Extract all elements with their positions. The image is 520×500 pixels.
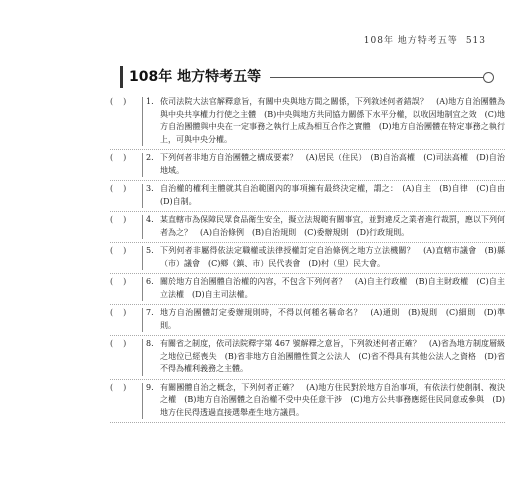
question-number: 3. [146, 184, 154, 193]
title-ring-ornament [483, 72, 494, 83]
question-item [110, 181, 513, 212]
answer-blank: () [110, 308, 137, 317]
section-title: 108年 地方特考五等 [120, 66, 261, 88]
question-item [110, 274, 505, 305]
question-number: 2. [146, 153, 154, 162]
question-item [110, 336, 505, 380]
section-title-banner [120, 66, 500, 88]
question-divider [142, 184, 143, 208]
question-text: 下列何者非屬得依法定職權或法律授權訂定自治條例之地方立法機關？ (A)直轄市議會 (B)縣（市）議會 (C)鄉（鎮、市）民代表會 (D)村（里）民大會。 [160, 246, 505, 268]
question-text: 某直轄市為保障民眾食品衛生安全，擬立法規範有關事宜，並對違反之業者進行裁罰，應以下列何者為之？ (A)自治條例 (B)自治規則 (C)委辦規則 (D)行政規則。 [160, 215, 505, 237]
answer-blank: () [110, 246, 137, 255]
question-number: 8. [146, 339, 154, 348]
answer-blank: () [110, 382, 137, 392]
question-number: 1. [146, 97, 154, 106]
question-divider [142, 308, 143, 332]
answer-blank: () [110, 339, 137, 348]
question-number: 5. [146, 246, 154, 255]
question-text: 依司法院大法官解釋意旨，有關中央與地方間之關係，下列敘述何者錯誤？ (A)地方自治團體為與中央共享權力行使之主體 (B)中央與地方共同協力關係下水平分權，以收因地制宜之效 (C)地方自治團體與中央在一定事務之執行上成為相互合作之實體 (D)地方自治團體在特定事務之執行上，可與中央分權。 [160, 97, 505, 144]
question-item [110, 94, 505, 150]
title-rule [270, 77, 484, 78]
question-item [110, 150, 505, 181]
answer-blank: () [110, 153, 137, 162]
answer-blank: () [110, 184, 137, 193]
question-text: 地方自治團體訂定委辦規則時，不得以何種名稱命名？ (A)通則 (B)規則 (C)細則 (D)準則。 [160, 308, 505, 330]
question-text: 關於地方自治團體自治權的內容，不包含下列何者？ (A)自主行政權 (B)自主財政權 (C)自主立法權 (D)自主司法權。 [160, 277, 505, 299]
header-title: 108年 地方特考五等 [363, 36, 458, 46]
answer-blank: () [110, 277, 137, 286]
question-divider [142, 339, 143, 376]
answer-blank: () [110, 97, 137, 106]
question-divider [142, 153, 143, 177]
question-number: 7. [146, 308, 154, 317]
question-text: 自治權的權利主體就其自治範圍內的事項擁有最終決定權，謂之： (A)自主 (B)自律 (C)自由 (D)自制。 [160, 184, 513, 206]
question-list [110, 94, 513, 423]
question-item [110, 305, 505, 336]
running-header [364, 33, 486, 46]
question-number: 6. [146, 277, 154, 286]
question-number: 4. [146, 215, 154, 224]
answer-blank: () [110, 215, 137, 224]
question-divider [142, 277, 143, 301]
question-text: 有關團體自治之概念，下列何者正確？ (A)地方住民對於地方自治事項，有依法行使創制、複決之權 (B)地方自治團體之自治權不受中央任意干涉 (C)地方公共事務應經住民同意或參與 (D)地方住民得透過直接選舉產生地方議員。 [160, 382, 505, 417]
question-text: 下列何者非地方自治團體之構成要素？ (A)居民（住民） (B)自治高權 (C)司法高權 (D)自治地域。 [160, 153, 505, 175]
question-divider [142, 97, 143, 146]
question-number: 9. [146, 382, 154, 392]
page-number: 513 [465, 36, 486, 46]
question-item [110, 243, 505, 274]
question-item [110, 380, 505, 424]
question-item [110, 212, 505, 243]
question-text: 有關省之制度，依司法院釋字第 467 號解釋之意旨，下列敘述何者正確？ (A)省為地方制度層級之地位已經喪失 (B)省非地方自治團體性質之公法人 (C)省不得具有其他公法人之資格 (D)省不得為權利義務之主體。 [160, 339, 505, 373]
question-divider [142, 383, 143, 420]
question-divider [142, 215, 143, 239]
question-divider [142, 246, 143, 270]
